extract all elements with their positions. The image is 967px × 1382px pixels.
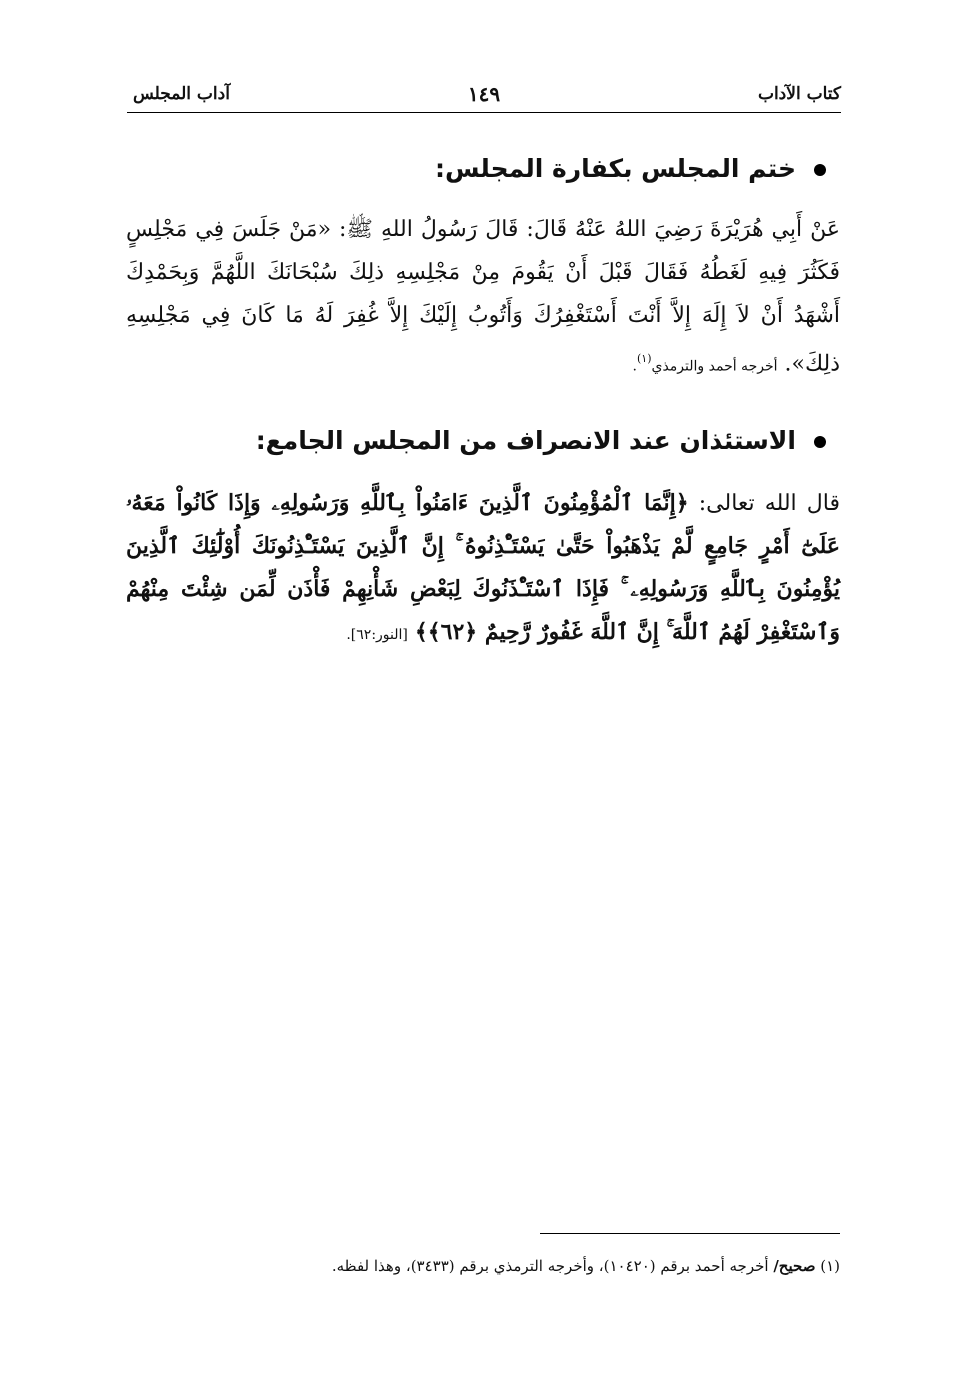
section-heading-text: ختم المجلس بكفارة المجلس: xyxy=(435,154,796,183)
section-heading-closing-majlis xyxy=(126,148,840,190)
running-header xyxy=(127,82,841,112)
quran-paragraph xyxy=(126,482,840,657)
footnote-divider xyxy=(540,1233,840,1234)
footnote xyxy=(126,1252,840,1280)
header-chapter-title: آداب المجلس xyxy=(133,84,230,104)
hadith-text: عَنْ أَبِي هُرَيْرَةَ رَضِيَ اللهُ عَنْهُ قَالَ: قَالَ رَسُولُ اللهِ ﷺ: «مَنْ جَلَسَ فِي مَجْلِسٍ فَكَثُرَ فِيهِ لَغَطُهُ فَقَالَ قَبْلَ أَنْ يَقُومَ مِنْ مَجْلِسِهِ ذلِكَ سُبْحَانَكَ اللَّهُمَّ وَبِحَمْدِكَ أَشْهَدُ أَنْ لاَ إِلَهَ إِلاَّ أَنْتَ أَسْتَغْفِرُكَ وَأَتُوبُ إِلَيْكَ إِلاَّ غُفِرَ لَهُ مَا كَانَ فِي مَجْلِسِهِ ذلِكَ». xyxy=(126,217,840,377)
quran-verse: ﴿إِنَّمَا ٱلْمُؤْمِنُونَ ٱلَّذِينَ ءَامَنُواْ بِٱللَّهِ وَرَسُولِهِۦ وَإِذَا كَانُواْ مَعَهُۥ عَلَىٰٓ أَمْرٍ جَامِعٍ لَّمْ يَذْهَبُواْ حَتَّىٰ يَسْتَـْٔذِنُوهُ ۚ إِنَّ ٱلَّذِينَ يَسْتَـْٔذِنُونَكَ أُوْلَٰٓئِكَ ٱلَّذِينَ يُؤْمِنُونَ بِٱللَّهِ وَرَسُولِهِۦ ۚ فَإِذَا ٱسْتَـْٔذَنُوكَ لِبَعْضِ شَأْنِهِمْ فَأْذَن لِّمَن شِئْتَ مِنْهُمْ وَٱسْتَغْفِرْ لَهُمُ ٱللَّهَ ۚ إِنَّ ٱللَّهَ غَفُورٌ رَّحِيمٌ ﴿٦٢﴾﴾ xyxy=(126,490,840,645)
verse-intro: قال الله تعالى: xyxy=(698,491,840,516)
footnote-reference: (١) xyxy=(636,352,652,365)
header-divider xyxy=(127,112,841,113)
footnote-text: أخرجه أحمد برقم (١٠٤٢٠)، وأخرجه الترمذي برقم (٣٤٣٣)، وهذا لفظه. xyxy=(331,1257,769,1275)
section-heading-text: الاستئذان عند الانصراف من المجلس الجامع: xyxy=(255,426,796,455)
bullet-icon xyxy=(814,164,826,176)
footnote-number: (١) xyxy=(820,1257,840,1275)
page-number: ١٤٩ xyxy=(467,82,501,106)
bullet-icon xyxy=(814,436,826,448)
hadith-source: أخرجه أحمد والترمذي xyxy=(651,358,778,375)
footnote-grade: صحيح/ xyxy=(773,1257,816,1275)
header-book-title: كتاب الآداب xyxy=(757,84,841,104)
hadith-paragraph: عَنْ أَبِي هُرَيْرَةَ رَضِيَ اللهُ عَنْهُ قَالَ: قَالَ رَسُولُ اللهِ ﷺ: «مَنْ جَلَسَ فِي مَجْلِسٍ فَكَثُرَ فِيهِ لَغَطُهُ فَقَالَ قَبْلَ أَنْ يَقُومَ مِنْ مَجْلِسِهِ ذلِكَ سُبْحَانَكَ اللَّهُمَّ وَبِحَمْدِكَ أَشْهَدُ أَنْ لاَ إِلَهَ إِلاَّ أَنْتَ أَسْتَغْفِرُكَ وَأَتُوبُ إِلَيْكَ إِلاَّ غُفِرَ لَهُ مَا كَانَ فِي مَجْلِسِهِ ذلِكَ». أخرجه أحمد والترمذي$^{(١)}$. xyxy=(126,217,840,377)
section-heading-permission xyxy=(126,420,840,462)
verse-citation: [النور:٦٢]. xyxy=(346,627,408,643)
